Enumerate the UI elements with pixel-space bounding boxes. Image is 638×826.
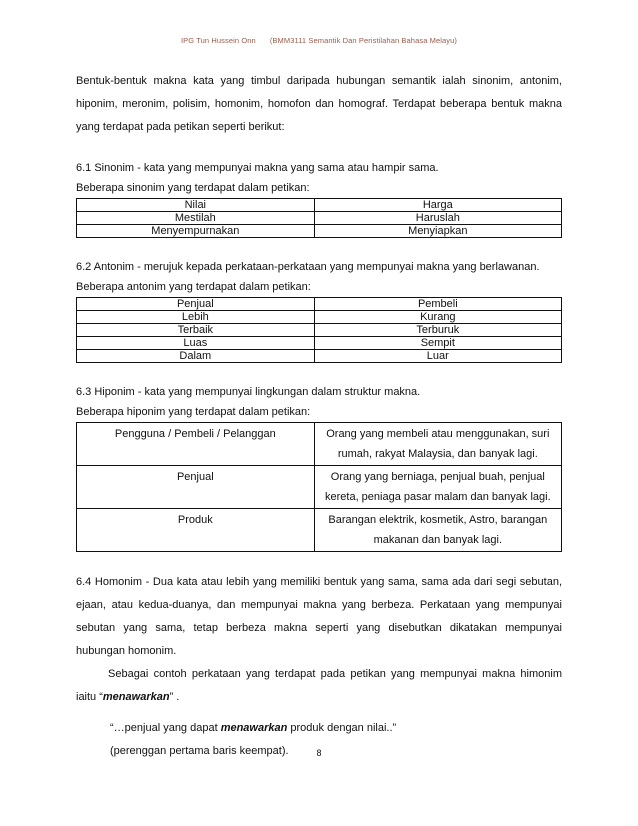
page-content (76, 70, 562, 763)
table-row (77, 423, 562, 466)
antonim-subheading: Beberapa antonim yang terdapat dalam petikan: (76, 281, 311, 293)
hiponim-table (76, 422, 562, 552)
table-cell: Terburuk (314, 324, 561, 337)
table-row (77, 225, 562, 238)
table-cell: Penjual (77, 298, 315, 311)
table-cell: Dalam (77, 350, 315, 363)
table-cell: Nilai (77, 199, 315, 212)
table-row (77, 466, 562, 509)
example-word: menawarkan (102, 691, 170, 703)
table-cell: Penjual (77, 466, 315, 509)
table-cell: Menyiapkan (314, 225, 561, 238)
table-cell: Mestilah (77, 212, 315, 225)
example-prefix: Sebagai contoh perkataan yang terdapat pada petikan yang mempunyai makna himonim iaitu “ (76, 668, 562, 703)
antonim-table (76, 297, 562, 363)
table-cell: Barangan elektrik, kosmetik, Astro, barangan makanan dan banyak lagi. (314, 509, 561, 552)
page-number: 8 (316, 748, 322, 758)
table-row (77, 212, 562, 225)
header-institution: IPG Tun Hussein Onn (180, 36, 256, 45)
table-row (77, 509, 562, 552)
running-header (0, 36, 638, 45)
table-row (77, 311, 562, 324)
table-cell: Luar (314, 350, 561, 363)
table-cell: Haruslah (314, 212, 561, 225)
header-course: (BMM3111 Semantik Dan Peristilahan Bahasa Melayu) (269, 36, 458, 45)
table-row (77, 199, 562, 212)
quote-word: menawarkan (220, 722, 288, 734)
table-cell: Orang yang berniaga, penjual buah, penjual kereta, peniaga pasar malam dan banyak lagi. (314, 466, 561, 509)
table-cell: Terbaik (77, 324, 315, 337)
hiponim-subheading: Beberapa hiponim yang terdapat dalam petikan: (76, 406, 311, 418)
table-row (77, 298, 562, 311)
sinonim-heading: 6.1 Sinonim - kata yang mempunyai makna yang sama atau hampir sama. (76, 162, 439, 174)
table-cell: Lebih (77, 311, 315, 324)
example-suffix: ” . (169, 691, 180, 703)
table-cell: Luas (77, 337, 315, 350)
intro-paragraph: Bentuk-bentuk makna kata yang timbul daripada hubungan semantik ialah sinonim, antonim, hiponim, meronim, polisim, homonim, homofon dan homograf. Terdapat beberapa bentuk makna yang terdapat pada petikan seperti berikut: (76, 75, 562, 133)
quote-text (110, 717, 562, 740)
sinonim-table (76, 198, 562, 238)
table-cell: Harga (314, 199, 561, 212)
table-row (77, 337, 562, 350)
quote-prefix: “…penjual yang dapat (110, 722, 221, 734)
table-cell: Pembeli (314, 298, 561, 311)
table-cell: Produk (77, 509, 315, 552)
sinonim-subheading: Beberapa sinonim yang terdapat dalam petikan: (76, 182, 310, 194)
table-row (77, 324, 562, 337)
table-cell: Kurang (314, 311, 561, 324)
table-row (77, 350, 562, 363)
antonim-heading: 6.2 Antonim - merujuk kepada perkataan-perkataan yang mempunyai makna yang berlawanan. (76, 261, 540, 273)
quote-suffix: produk dengan nilai..” (287, 722, 397, 734)
homonim-example (76, 663, 562, 709)
table-cell: Pengguna / Pembeli / Pelanggan (77, 423, 315, 466)
homonim-paragraph: 6.4 Homonim - Dua kata atau lebih yang memiliki bentuk yang sama, sama ada dari segi sebutan, ejaan, atau kedua-duanya, dan mempunyai makna yang berbeza. Perkataan yang mempunyai sebutan yang sama, tetap berbeza makna seperti yang disebutkan dikatakan mempunyai hubungan homonim. (76, 576, 562, 657)
hiponim-heading: 6.3 Hiponim - kata yang mempunyai lingkungan dalam struktur makna. (76, 386, 421, 398)
quote-reference: (perenggan pertama baris keempat). (110, 745, 289, 757)
table-cell: Sempit (314, 337, 561, 350)
table-cell: Menyempurnakan (77, 225, 315, 238)
table-cell: Orang yang membeli atau menggunakan, suri rumah, rakyat Malaysia, dan banyak lagi. (314, 423, 561, 466)
